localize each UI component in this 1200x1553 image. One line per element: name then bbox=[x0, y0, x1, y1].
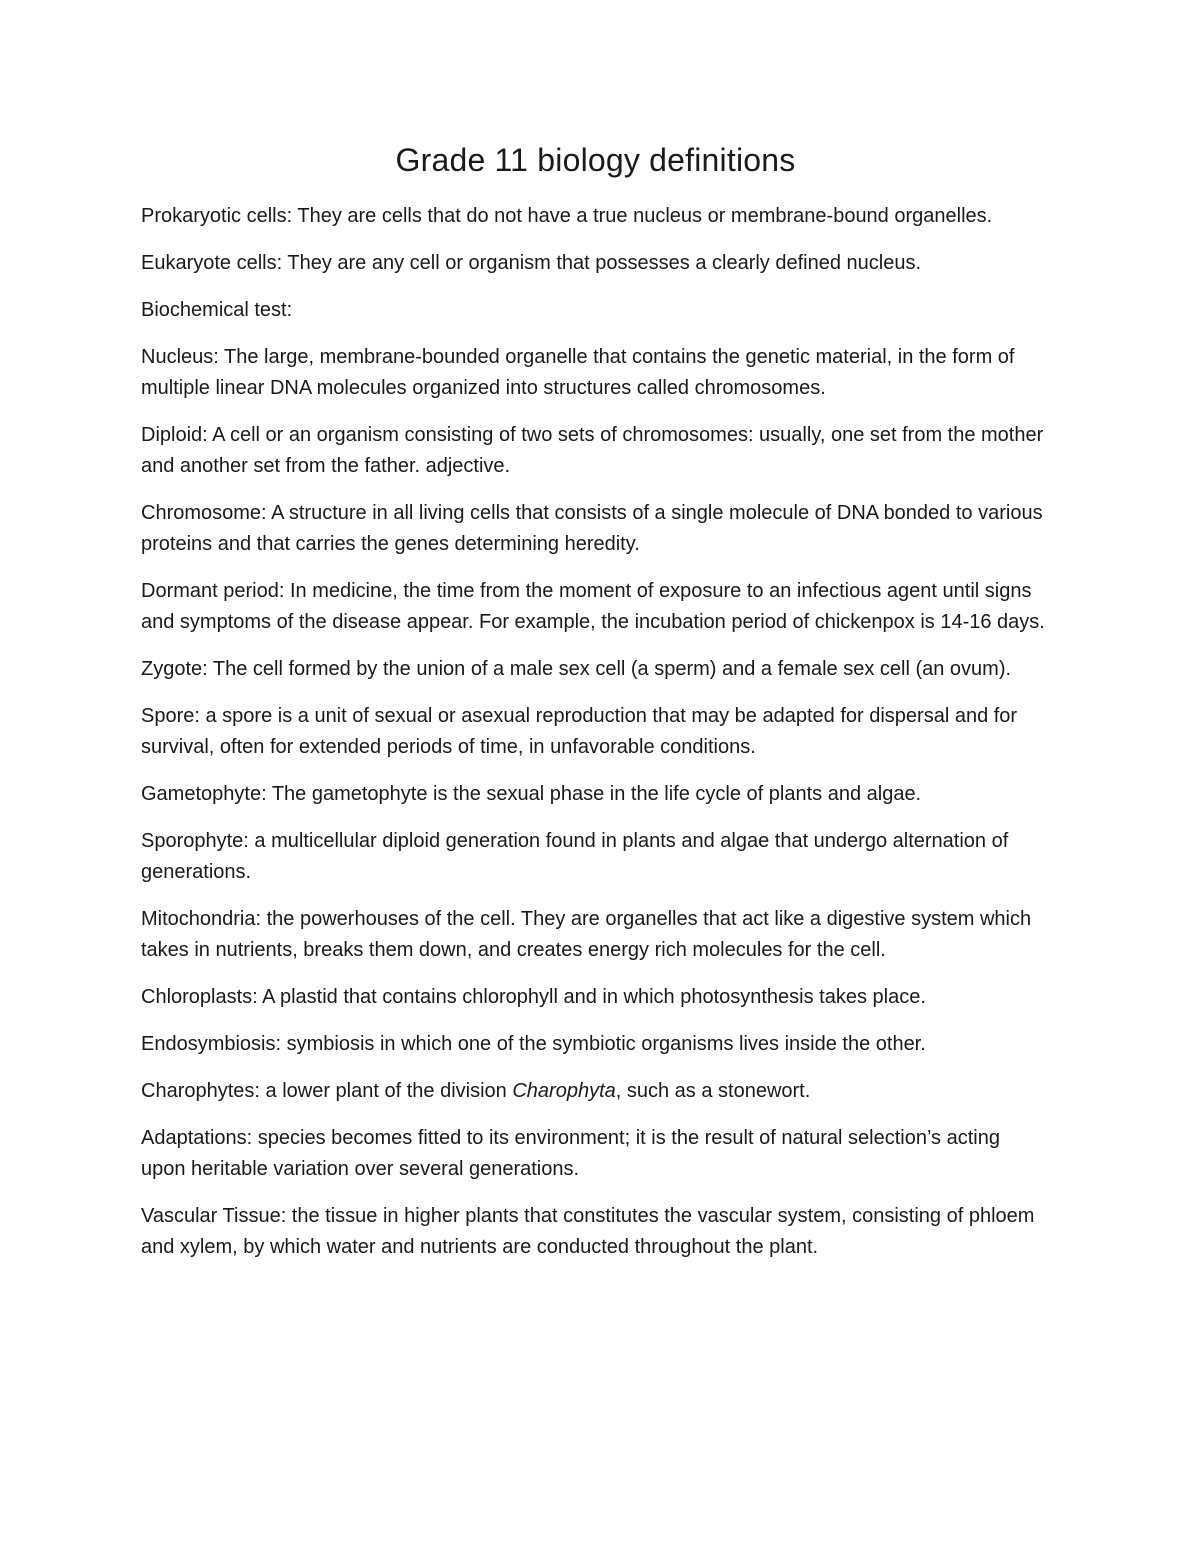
definition: the powerhouses of the cell. They are organelles that act like a digestive system which takes in nutrients, breaks them down, and creates energy rich molecules for the cell. bbox=[141, 908, 1032, 961]
definition-entry-eukaryote bbox=[141, 248, 1050, 279]
definition-entry-dormant-period bbox=[141, 576, 1050, 638]
definition: a spore is a unit of sexual or asexual reproduction that may be adapted for dispersal and for survival, often for extended periods of time, in unfavorable conditions. bbox=[141, 705, 1018, 758]
definition-italic-term: Charophyta bbox=[512, 1080, 616, 1102]
definition-entry-endosymbiosis bbox=[141, 1029, 1050, 1060]
definition: A cell or an organism consisting of two sets of chromosomes: usually, one set from the mother and another set from the father. adjective. bbox=[141, 424, 1044, 477]
definition-part: a lower plant of the division bbox=[259, 1080, 513, 1102]
term: Adaptations: bbox=[141, 1127, 253, 1149]
definition: species becomes fitted to its environment; it is the result of natural selection’s acting upon heritable variation over several generations. bbox=[141, 1127, 1000, 1180]
term: Eukaryote cells: bbox=[141, 252, 283, 274]
term: Vascular Tissue: bbox=[141, 1205, 287, 1227]
term: Spore: bbox=[141, 705, 200, 727]
term: Biochemical test: bbox=[141, 299, 293, 321]
definition-entry-zygote bbox=[141, 654, 1050, 685]
definition: a multicellular diploid generation found in plants and algae that undergo alternation of generations. bbox=[141, 830, 1009, 883]
term: Diploid: bbox=[141, 424, 208, 446]
term: Dormant period: bbox=[141, 580, 285, 602]
definition-entry-gametophyte bbox=[141, 779, 1050, 810]
definition-entry-spore bbox=[141, 701, 1050, 763]
definition-entry-diploid bbox=[141, 420, 1050, 482]
definition-entry-nucleus bbox=[141, 342, 1050, 404]
definition-entry-prokaryotic bbox=[141, 201, 1050, 232]
page-title: Grade 11 biology definitions bbox=[395, 142, 796, 178]
term: Mitochondria: bbox=[141, 908, 262, 930]
definition-entry-vascular-tissue bbox=[141, 1201, 1050, 1263]
definition-entry-chloroplasts bbox=[141, 982, 1050, 1013]
term: Sporophyte: bbox=[141, 830, 249, 852]
definition: In medicine, the time from the moment of exposure to an infectious agent until signs and symptoms of the disease appear. For example, the incubation period of chickenpox is 14-16 days. bbox=[141, 580, 1045, 633]
term: Zygote: bbox=[141, 658, 208, 680]
term: Chloroplasts: bbox=[141, 986, 258, 1008]
definition-entry-sporophyte bbox=[141, 826, 1050, 888]
definition-entry-adaptations bbox=[141, 1123, 1050, 1185]
term: Gametophyte: bbox=[141, 783, 267, 805]
term: Nucleus: bbox=[141, 346, 219, 368]
definition: The gametophyte is the sexual phase in the life cycle of plants and algae. bbox=[266, 783, 922, 805]
definition: A plastid that contains chlorophyll and in which photosynthesis takes place. bbox=[257, 986, 926, 1008]
definition: the tissue in higher plants that constitutes the vascular system, consisting of phloem and xylem, by which water and nutrients are conducted throughout the plant. bbox=[141, 1205, 1035, 1258]
definition-entry-biochemical-test bbox=[141, 295, 1050, 326]
definition-entry-charophytes bbox=[141, 1076, 1050, 1107]
term: Chromosome: bbox=[141, 502, 267, 524]
term: Charophytes: bbox=[141, 1080, 260, 1102]
definition: They are any cell or organism that possesses a clearly defined nucleus. bbox=[282, 252, 922, 274]
definition: They are cells that do not have a true nucleus or membrane-bound organelles. bbox=[292, 205, 993, 227]
definition: A structure in all living cells that consists of a single molecule of DNA bonded to various proteins and that carries the genes determining heredity. bbox=[141, 502, 1043, 555]
definition-entry-mitochondria bbox=[141, 904, 1050, 966]
term: Prokaryotic cells: bbox=[141, 205, 293, 227]
definition: The large, membrane-bounded organelle that contains the genetic material, in the form of multiple linear DNA molecules organized into structures called chromosomes. bbox=[141, 346, 1015, 399]
term: Endosymbiosis: bbox=[141, 1033, 282, 1055]
definition: The cell formed by the union of a male sex cell (a sperm) and a female sex cell (an ovum). bbox=[207, 658, 1012, 680]
definition-part: , such as a stonewort. bbox=[615, 1080, 811, 1102]
definition-entry-chromosome bbox=[141, 498, 1050, 560]
definition: symbiosis in which one of the symbiotic organisms lives inside the other. bbox=[281, 1033, 926, 1055]
